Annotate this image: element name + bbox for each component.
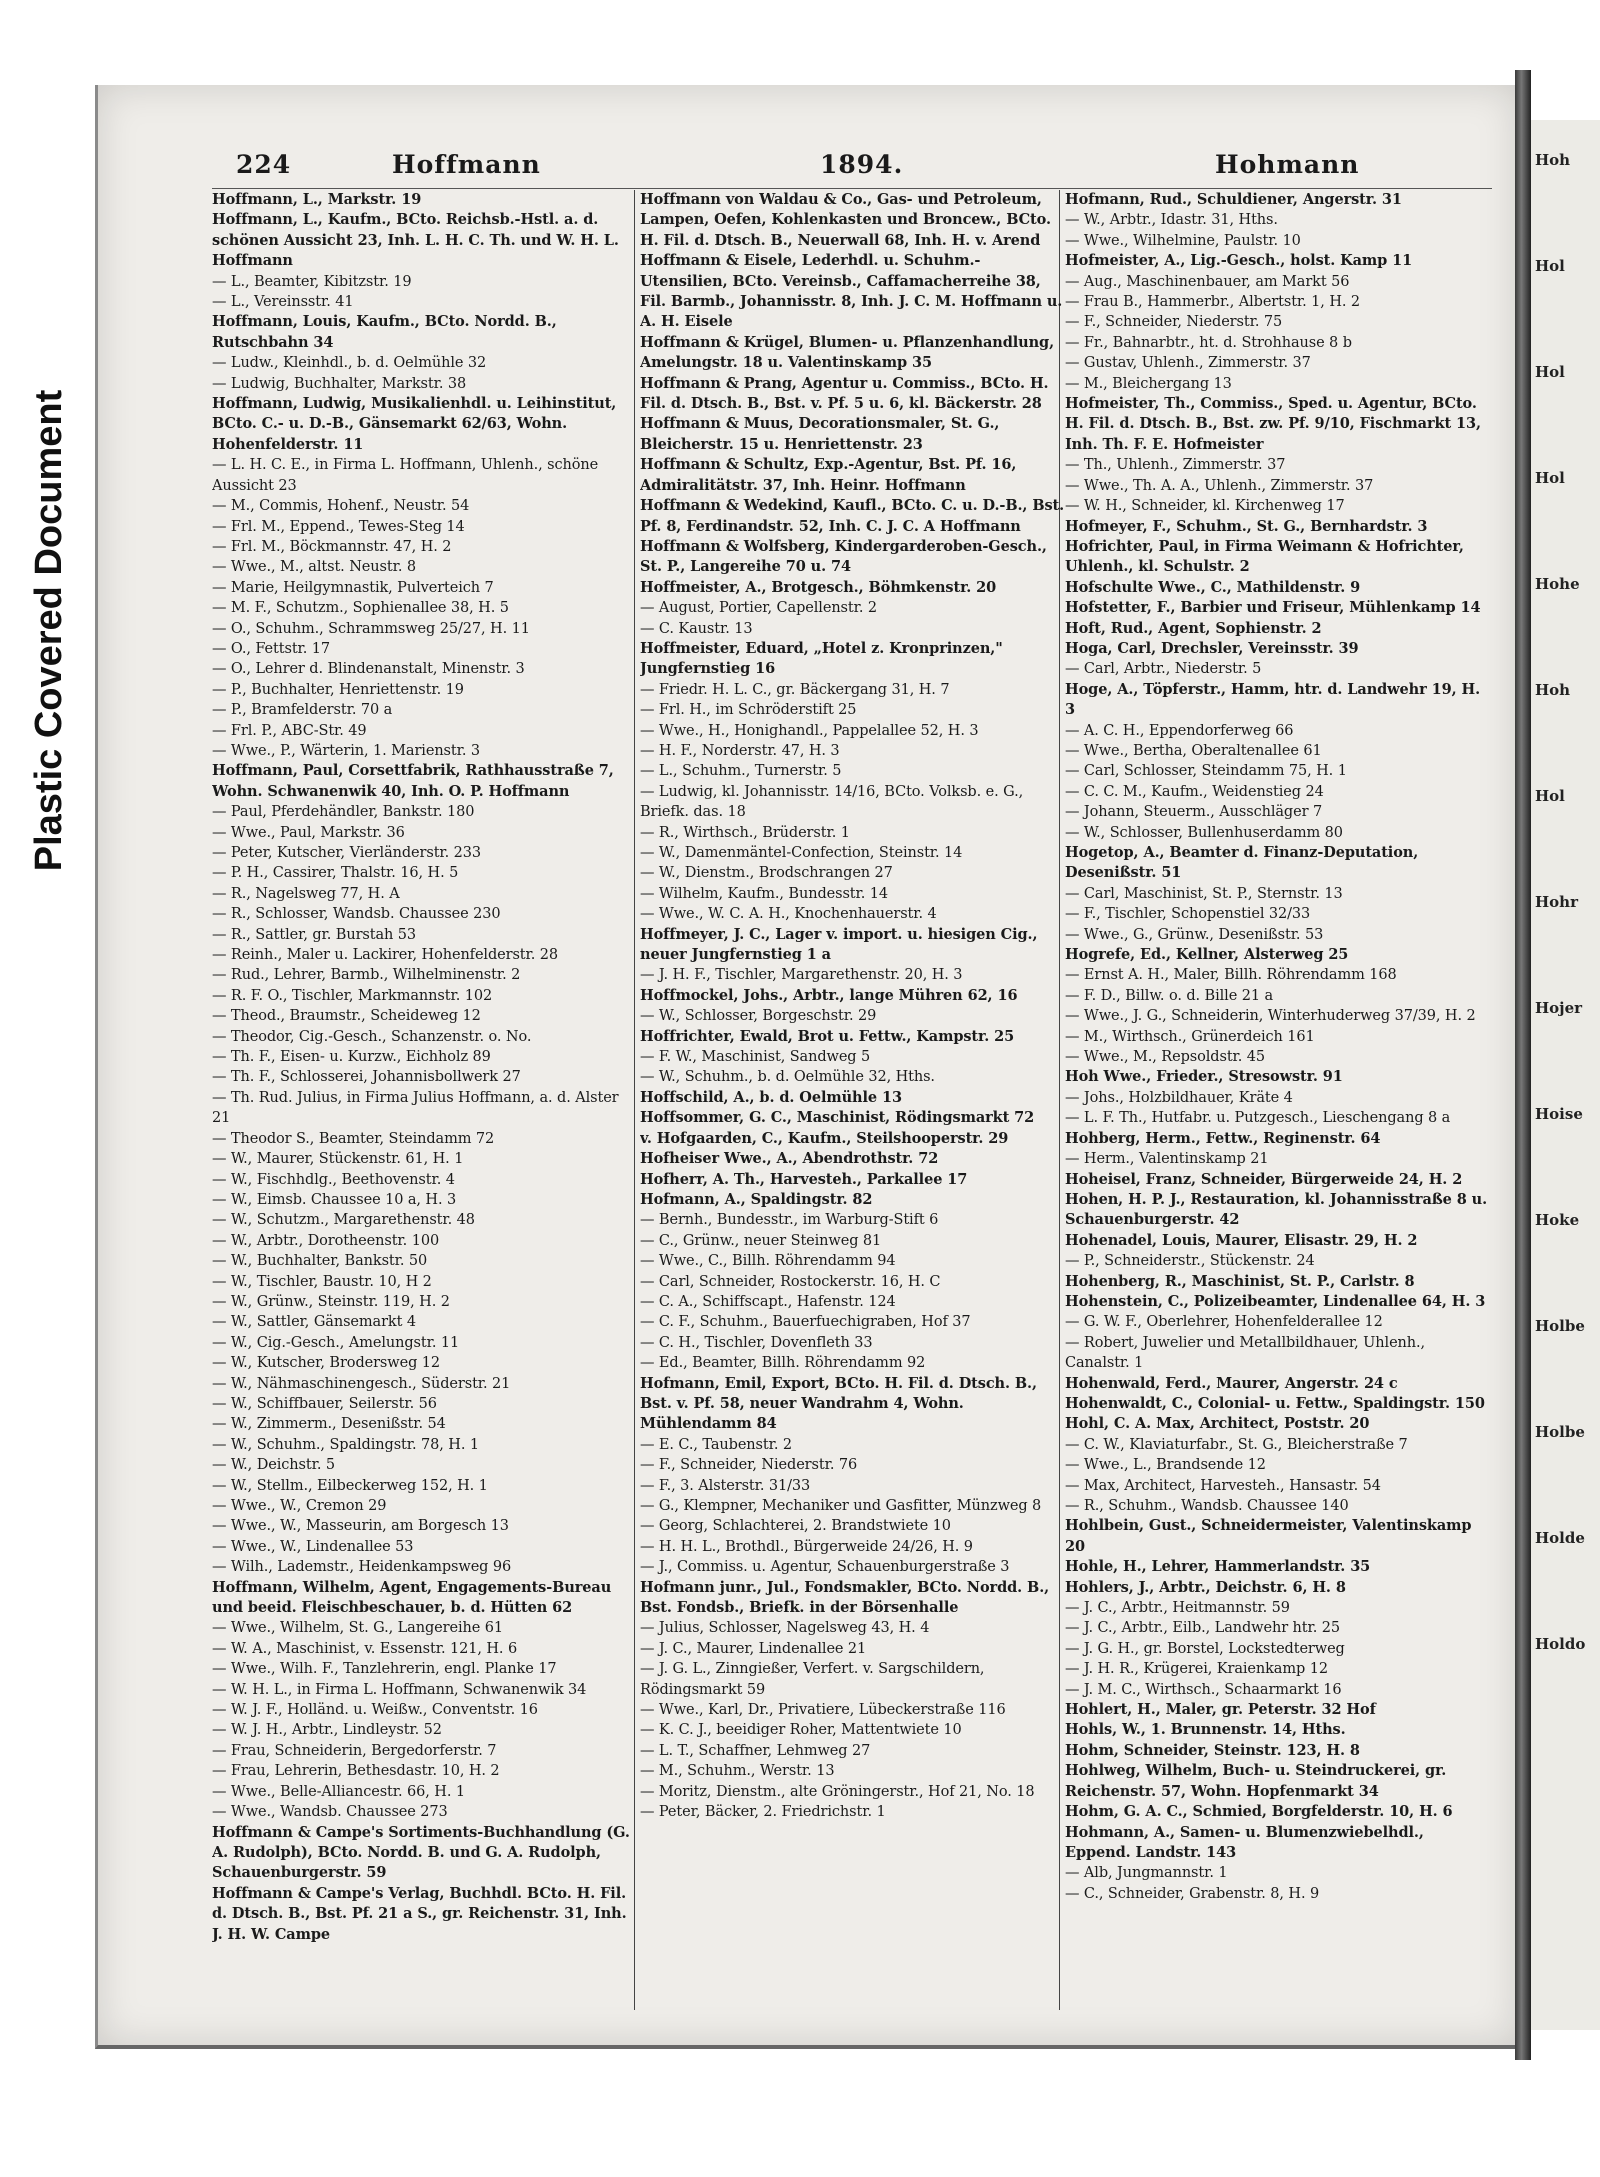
- directory-entry: — C., Schneider, Grabenstr. 8, H. 9: [1065, 1885, 1320, 1902]
- directory-entry: — C. W., Klaviaturfabr., St. G., Bleicherstraße 7: [1065, 1436, 1408, 1453]
- directory-entry: Hohenwaldt, C., Colonial- u. Fettw., Spaldingstr. 150: [1065, 1394, 1485, 1412]
- directory-entry: Hoffmann & Muus, Decorationsmaler, St. G., Bleicherstr. 15 u. Henriettenstr. 23: [640, 415, 1000, 453]
- directory-entry: — Carl, Maschinist, St. P., Sternstr. 13: [1065, 885, 1343, 902]
- directory-entry: Hoffmann & Wolfsberg, Kindergarderoben-Gesch., St. P., Langereihe 70 u. 74: [640, 537, 1047, 576]
- directory-entry: — W., Maurer, Stückenstr. 61, H. 1: [212, 1151, 464, 1168]
- directory-entry: — Friedr. H. L. C., gr. Bäckergang 31, H. 7: [640, 681, 950, 698]
- next-page-edge: [1531, 120, 1600, 2030]
- directory-entry: Hoffmann & Wedekind, Kaufl., BCto. C. u. D.-B., Bst. Pf. 8, Ferdinandstr. 52, Inh. C. J. C. A Hoffmann: [640, 497, 1065, 535]
- directory-entry: Hohm, Schneider, Steinstr. 123, H. 8: [1065, 1741, 1360, 1759]
- directory-entry: — F. D., Billw. o. d. Bille 21 a: [1065, 987, 1273, 1004]
- directory-entry: — J. M. C., Wirthsch., Schaarmarkt 16: [1065, 1681, 1342, 1698]
- directory-entry: — Ludwig, Buchhalter, Markstr. 38: [212, 375, 467, 392]
- directory-entry: Hofmeister, Th., Commiss., Sped. u. Agentur, BCto. H. Fil. d. Dtsch. B., Bst. zw. Pf. 9/10, Fischmarkt 13, Inh. Th. F. E. Hofmeister: [1065, 395, 1481, 453]
- directory-entry: Hofmann, Rud., Schuldiener, Angerstr. 31: [1065, 191, 1402, 208]
- directory-entry: — F., Tischler, Schopenstiel 32/33: [1065, 906, 1311, 923]
- directory-entry: — L. H. C. E., in Firma L. Hoffmann, Uhlenh., schöne Aussicht 23: [212, 457, 599, 494]
- directory-entry: — F., Schneider, Niederstr. 75: [1065, 314, 1283, 331]
- directory-entry: Hoffsommer, G. C., Maschinist, Rödingsmarkt 72: [640, 1109, 1035, 1127]
- directory-entry: Hogetop, A., Beamter d. Finanz-Deputation, Desenißstr. 51: [1065, 844, 1419, 882]
- directory-entry: Hohmann, A., Samen- u. Blumenzwiebelhdl., Eppend. Landstr. 143: [1065, 1823, 1424, 1861]
- directory-entry: — A. C. H., Eppendorferweg 66: [1065, 722, 1294, 739]
- directory-entry: — Wwe., Bertha, Oberaltenallee 61: [1065, 742, 1322, 759]
- directory-entry: — W. H., Schneider, kl. Kirchenweg 17: [1065, 498, 1345, 515]
- directory-entry: Hofherr, A. Th., Harvesteh., Parkallee 17: [640, 1170, 968, 1188]
- directory-entry: — W., Stellm., Eilbeckerweg 152, H. 1: [212, 1477, 488, 1494]
- directory-entry: — J. C., Arbtr., Eilb., Landwehr htr. 25: [1065, 1620, 1341, 1637]
- directory-entry: — Ludwig, kl. Johannisstr. 14/16, BCto. Volksb. e. G., Briefk. das. 18: [640, 783, 1024, 821]
- directory-entry: — E. C., Taubenstr. 2: [640, 1436, 792, 1453]
- directory-entry: Hofmeyer, F., Schuhm., St. G., Bernhardstr. 3: [1065, 517, 1428, 535]
- directory-entry: — R., Nagelsweg 77, H. A: [212, 885, 400, 902]
- directory-entry: Hoffmeyer, J. C., Lager v. import. u. hiesigen Cig., neuer Jungfernstieg 1 a: [640, 925, 1038, 964]
- next-page-fragment: Holdo: [1535, 1635, 1586, 1653]
- right-keyword: Hohmann: [1215, 150, 1360, 179]
- directory-entry: — W., Schlosser, Bullenhuserdamm 80: [1065, 824, 1343, 841]
- directory-entry: — L., Beamter, Kibitzstr. 19: [212, 273, 412, 290]
- directory-entry: — M. F., Schutzm., Sophienallee 38, H. 5: [212, 600, 509, 617]
- directory-entry: — Bernh., Bundesstr., im Warburg-Stift 6: [640, 1212, 939, 1229]
- directory-entry: — W., Deichstr. 5: [212, 1457, 335, 1474]
- directory-entry: Hoffmann, Ludwig, Musikalienhdl. u. Leihinstitut, BCto. C.- u. D.-B., Gänsemarkt 62/63, Wohn. Hohenfelderstr. 11: [212, 395, 617, 453]
- directory-entry: Hofmann junr., Jul., Fondsmakler, BCto. Nordd. B., Bst. Fondsb., Briefk. in der Börsenhalle: [640, 1578, 1050, 1617]
- directory-entry: — Wwe., Wilh. F., Tanzlehrerin, engl. Planke 17: [212, 1661, 557, 1678]
- directory-entry: Hoffmann & Eisele, Lederhdl. u. Schuhm.-Utensilien, BCto. Vereinsb., Caffamacherreihe 38, Fil. Barmb., Johannisstr. 8, Inh. J. C. M. Hoffmann u. A. H. Eisele: [640, 252, 1063, 331]
- directory-entry: — Wwe., Belle-Alliancestr. 66, H. 1: [212, 1783, 465, 1800]
- directory-entry: — O., Schuhm., Schrammsweg 25/27, H. 11: [212, 620, 530, 637]
- directory-entry: — W., Kutscher, Brodersweg 12: [212, 1355, 441, 1372]
- directory-entry: — J. H. F., Tischler, Margarethenstr. 20, H. 3: [640, 967, 963, 984]
- next-page-fragment: Hojer: [1535, 999, 1583, 1017]
- directory-entry: — Ludw., Kleinhdl., b. d. Oelmühle 32: [212, 355, 487, 372]
- directory-entry: — Robert, Juwelier und Metallbildhauer, Uhlenh., Canalstr. 1: [1065, 1334, 1426, 1372]
- directory-entry: — W., Arbtr., Idastr. 31, Hths.: [1065, 212, 1278, 229]
- next-page-fragment: Hoh: [1535, 151, 1571, 169]
- column-right: [1065, 190, 1490, 2010]
- directory-entry: — Wwe., H., Honighandl., Pappelallee 52, H. 3: [640, 722, 979, 739]
- directory-entry: — J. H. R., Krügerei, Kraienkamp 12: [1065, 1661, 1328, 1678]
- directory-entry: — W., Nähmaschinengesch., Süderstr. 21: [212, 1375, 511, 1392]
- directory-entry: Hofschulte Wwe., C., Mathildenstr. 9: [1065, 578, 1361, 596]
- directory-entry: — Reinh., Maler u. Lackirer, Hohenfelderstr. 28: [212, 947, 559, 964]
- directory-entry: Hofrichter, Paul, in Firma Weimann & Hofrichter, Uhlenh., kl. Schulstr. 2: [1065, 537, 1464, 576]
- directory-entry: v. Hofgaarden, C., Kaufm., Steilshooperstr. 29: [640, 1129, 1009, 1147]
- directory-entry: Hoffmann & Krügel, Blumen- u. Pflanzenhandlung, Amelungstr. 18 u. Valentinskamp 35: [640, 333, 1055, 372]
- next-page-fragment: Hohr: [1535, 893, 1578, 911]
- directory-entry: — L., Vereinsstr. 41: [212, 294, 354, 311]
- year: 1894.: [820, 150, 904, 179]
- directory-entry: — H. H. L., Brothdl., Bürgerweide 24/26, H. 9: [640, 1538, 973, 1555]
- directory-entry: — J. G. H., gr. Borstel, Lockstedterweg: [1065, 1640, 1345, 1657]
- directory-entry: — L., Schuhm., Turnerstr. 5: [640, 763, 842, 780]
- directory-entry: Hofmann, Emil, Export, BCto. H. Fil. d. Dtsch. B., Bst. v. Pf. 58, neuer Wandrahm 4, Wohn. Mühlendamm 84: [640, 1374, 1037, 1433]
- directory-entry: — M., Wirthsch., Grünerdeich 161: [1065, 1028, 1315, 1045]
- directory-entry: Hoffmann, Wilhelm, Agent, Engagements-Bureau und beeid. Fleischbeschauer, b. d. Hütten 62: [212, 1578, 612, 1617]
- book-gutter: [1515, 70, 1531, 2060]
- directory-entry: — W. J. F., Holländ. u. Weißw., Conventstr. 16: [212, 1702, 538, 1719]
- directory-entry: — W., Zimmerm., Desenißstr. 54: [212, 1416, 446, 1433]
- next-page-fragment: Holde: [1535, 1529, 1585, 1547]
- column-left: [212, 190, 637, 2010]
- side-label-text: Plastic Covered Document: [28, 389, 71, 871]
- directory-entry: — J. G. L., Zinngießer, Verfert. v. Sargschildern, Rödingsmarkt 59: [640, 1661, 985, 1698]
- directory-entry: — Frl. M., Böckmannstr. 47, H. 2: [212, 538, 452, 555]
- column-middle: [640, 190, 1065, 2010]
- directory-entry: — W., Schutzm., Margarethenstr. 48: [212, 1212, 475, 1229]
- directory-entry: Hohlbein, Gust., Schneidermeister, Valentinskamp 20: [1065, 1517, 1472, 1555]
- directory-entry: Hohenstein, C., Polizeibeamter, Lindenallee 64, H. 3: [1065, 1292, 1486, 1310]
- directory-entry: — Wwe., Wilhelm, St. G., Langereihe 61: [212, 1620, 503, 1637]
- directory-entry: — Carl, Schneider, Rostockerstr. 16, H. C: [640, 1273, 941, 1290]
- directory-entry: — Wwe., W. C. A. H., Knochenhauerstr. 4: [640, 906, 937, 923]
- directory-entry: Hoffmann & Prang, Agentur u. Commiss., BCto. H. Fil. d. Dtsch. B., Bst. v. Pf. 5 u. 6, kl. Bäckerstr. 28: [640, 374, 1049, 413]
- directory-entry: — W., Grünw., Steinstr. 119, H. 2: [212, 1293, 450, 1310]
- directory-entry: Hoffmann, Louis, Kaufm., BCto. Nordd. B., Rutschbahn 34: [212, 313, 557, 351]
- next-page-fragment: Hol: [1535, 257, 1565, 275]
- directory-entry: — Herm., Valentinskamp 21: [1065, 1151, 1269, 1168]
- directory-entry: — W., Arbtr., Dorotheenstr. 100: [212, 1232, 440, 1249]
- next-page-fragment: Hohe: [1535, 575, 1580, 593]
- plastic-covered-label: [20, 360, 80, 900]
- directory-entry: Hofheiser Wwe., A., Abendrothstr. 72: [640, 1150, 939, 1168]
- directory-entry: — K. C. J., beeidiger Roher, Mattentwiete 10: [640, 1722, 962, 1739]
- directory-entry: — Aug., Maschinenbauer, am Markt 56: [1065, 273, 1350, 290]
- directory-entry: Hohm, G. A. C., Schmied, Borgfelderstr. 10, H. 6: [1065, 1803, 1453, 1821]
- directory-entry: Hofmeister, A., Lig.-Gesch., holst. Kamp 11: [1065, 252, 1413, 270]
- directory-entry: — Frl. H., im Schröderstift 25: [640, 702, 857, 719]
- directory-entry: — C. F., Schuhm., Bauerfuechigraben, Hof 37: [640, 1314, 971, 1331]
- directory-entry: Hoffrichter, Ewald, Brot u. Fettw., Kampstr. 25: [640, 1027, 1015, 1045]
- directory-entry: — Th. Rud. Julius, in Firma Julius Hoffmann, a. d. Alster 21: [212, 1089, 619, 1127]
- directory-entry: Hoffmockel, Johs., Arbtr., lange Mühren 62, 16: [640, 986, 1018, 1004]
- directory-entry: Hofmann, A., Spaldingstr. 82: [640, 1190, 873, 1208]
- directory-entry: — W., Dienstm., Brodschrangen 27: [640, 865, 893, 882]
- directory-entry: — Wilh., Lademstr., Heidenkampsweg 96: [212, 1559, 512, 1576]
- directory-entry: — Fr., Bahnarbtr., ht. d. Strohhause 8 b: [1065, 334, 1352, 351]
- directory-entry: — M., Bleichergang 13: [1065, 375, 1232, 392]
- directory-entry: — Frl. P., ABC-Str. 49: [212, 722, 367, 739]
- directory-entry: — R., Wirthsch., Brüderstr. 1: [640, 824, 850, 841]
- directory-entry: — W. J. H., Arbtr., Lindleystr. 52: [212, 1722, 442, 1739]
- directory-entry: — Wwe., Th. A. A., Uhlenh., Zimmerstr. 37: [1065, 477, 1374, 494]
- directory-entry: — Wwe., W., Masseurin, am Borgesch 13: [212, 1518, 509, 1535]
- directory-entry: — R., Sattler, gr. Burstah 53: [212, 926, 417, 943]
- directory-entry: — P., Bramfelderstr. 70 a: [212, 702, 393, 719]
- directory-entry: Hohle, H., Lehrer, Hammerlandstr. 35: [1065, 1558, 1371, 1576]
- directory-entry: Hoffschild, A., b. d. Oelmühle 13: [640, 1088, 902, 1106]
- directory-entry: — Wwe., W., Lindenallee 53: [212, 1538, 414, 1555]
- directory-entry: — Frl. M., Eppend., Tewes-Steg 14: [212, 518, 465, 535]
- next-page-fragment: Holbe: [1535, 1423, 1585, 1441]
- directory-entry: — Wwe., Wandsb. Chaussee 273: [212, 1804, 448, 1821]
- directory-entry: — J. C., Maurer, Lindenallee 21: [640, 1640, 867, 1657]
- directory-entry: Hoffmann von Waldau & Co., Gas- und Petroleum, Lampen, Oefen, Kohlenkasten und Broncew., BCto. H. Fil. d. Dtsch. B., Neuerwall 68, Inh. H. v. Arend: [640, 191, 1051, 249]
- directory-entry: — Th. F., Eisen- u. Kurzw., Eichholz 89: [212, 1049, 491, 1066]
- directory-entry: — Carl, Arbtr., Niederstr. 5: [1065, 661, 1262, 678]
- directory-entry: — M., Commis, Hohenf., Neustr. 54: [212, 498, 470, 515]
- directory-entry: — Frau, Schneiderin, Bergedorferstr. 7: [212, 1742, 497, 1759]
- directory-entry: Hoge, A., Töpferstr., Hamm, htr. d. Landwehr 19, H. 3: [1065, 680, 1481, 719]
- directory-entry: — W., Schlosser, Borgeschstr. 29: [640, 1008, 877, 1025]
- directory-entry: — W., Sattler, Gänsemarkt 4: [212, 1314, 416, 1331]
- directory-entry: — Wwe., C., Billh. Röhrendamm 94: [640, 1253, 896, 1270]
- directory-entry: — Julius, Schlosser, Nagelsweg 43, H. 4: [640, 1620, 930, 1637]
- directory-entry: — W., Buchhalter, Bankstr. 50: [212, 1253, 428, 1270]
- directory-entry: — W., Cig.-Gesch., Amelungstr. 11: [212, 1334, 460, 1351]
- directory-entry: — Frau B., Hammerbr., Albertstr. 1, H. 2: [1065, 294, 1361, 311]
- directory-entry: — Peter, Bäcker, 2. Friedrichstr. 1: [640, 1804, 886, 1821]
- directory-entry: — L. F. Th., Hutfabr. u. Putzgesch., Lieschengang 8 a: [1065, 1110, 1451, 1127]
- directory-entry: — Gustav, Uhlenh., Zimmerstr. 37: [1065, 355, 1311, 372]
- directory-entry: — O., Lehrer d. Blindenanstalt, Minenstr. 3: [212, 661, 525, 678]
- next-page-fragment: Hol: [1535, 469, 1565, 487]
- directory-entry: Hoheisel, Franz, Schneider, Bürgerweide 24, H. 2: [1065, 1170, 1463, 1188]
- directory-entry: — Theodor, Cig.-Gesch., Schanzenstr. o. No.: [212, 1028, 532, 1045]
- directory-entry: — L. T., Schaffner, Lehmweg 27: [640, 1742, 871, 1759]
- directory-entry: Hohlert, H., Maler, gr. Peterstr. 32 Hof: [1065, 1701, 1376, 1719]
- directory-entry: — Wilhelm, Kaufm., Bundesstr. 14: [640, 885, 889, 902]
- directory-entry: — C. Kaustr. 13: [640, 620, 753, 637]
- directory-entry: — C. H., Tischler, Dovenfleth 33: [640, 1334, 873, 1351]
- directory-entry: — Wwe., Karl, Dr., Privatiere, Lübeckerstraße 116: [640, 1702, 1006, 1719]
- directory-entry: Hoffmann & Schultz, Exp.-Agentur, Bst. Pf. 16, Admiralitätstr. 37, Inh. Heinr. Hoffmann: [640, 456, 1017, 494]
- directory-entry: Hohenwald, Ferd., Maurer, Angerstr. 24 c: [1065, 1374, 1398, 1392]
- directory-entry: — J. C., Arbtr., Heitmannstr. 59: [1065, 1600, 1290, 1617]
- directory-entry: Hohberg, Herm., Fettw., Reginenstr. 64: [1065, 1129, 1381, 1147]
- directory-entry: Hoffmann & Campe's Verlag, Buchhdl. BCto. H. Fil. d. Dtsch. B., Bst. Pf. 21 a S., gr. Reichenstr. 31, Inh. J. H. W. Campe: [212, 1884, 627, 1943]
- directory-entry: Hoft, Rud., Agent, Sophienstr. 2: [1065, 619, 1322, 637]
- directory-entry: — Paul, Pferdehändler, Bankstr. 180: [212, 804, 475, 821]
- directory-entry: — Johann, Steuerm., Ausschläger 7: [1065, 804, 1323, 821]
- directory-entry: — Wwe., M., Repsoldstr. 45: [1065, 1049, 1266, 1066]
- directory-entry: — P., Buchhalter, Henriettenstr. 19: [212, 681, 464, 698]
- directory-entry: — P. H., Cassirer, Thalstr. 16, H. 5: [212, 865, 459, 882]
- directory-entry: Hoffmann, Paul, Corsettfabrik, Rathhausstraße 7, Wohn. Schwanenwik 40, Inh. O. P. Hoffmann: [212, 762, 614, 800]
- directory-entry: — W. H. L., in Firma L. Hoffmann, Schwanenwik 34: [212, 1681, 587, 1698]
- directory-entry: — Alb, Jungmannstr. 1: [1065, 1865, 1228, 1882]
- next-page-fragment: Hoh: [1535, 681, 1571, 699]
- directory-entry: — F., 3. Alsterstr. 31/33: [640, 1477, 811, 1494]
- directory-entry: — Wwe., Wilhelmine, Paulstr. 10: [1065, 232, 1301, 249]
- directory-entry: — Frau, Lehrerin, Bethesdastr. 10, H. 2: [212, 1763, 500, 1780]
- directory-entry: — Ed., Beamter, Billh. Röhrendamm 92: [640, 1355, 926, 1372]
- directory-entry: — W. A., Maschinist, v. Essenstr. 121, H. 6: [212, 1640, 518, 1657]
- directory-entry: — R., Schuhm., Wandsb. Chaussee 140: [1065, 1498, 1349, 1514]
- directory-entry: — Rud., Lehrer, Barmb., Wilhelminenstr. 2: [212, 967, 521, 984]
- directory-entry: — P., Schneiderstr., Stückenstr. 24: [1065, 1253, 1315, 1270]
- directory-entry: — Peter, Kutscher, Vierländerstr. 233: [212, 845, 482, 861]
- directory-entry: — Carl, Schlosser, Steindamm 75, H. 1: [1065, 763, 1347, 780]
- directory-entry: Hohls, W., 1. Brunnenstr. 14, Hths.: [1065, 1721, 1346, 1739]
- directory-entry: — Wwe., L., Brandsende 12: [1065, 1457, 1266, 1474]
- directory-entry: Hohl, C. A. Max, Architect, Poststr. 20: [1065, 1415, 1370, 1433]
- directory-entry: Hofstetter, F., Barbier und Friseur, Mühlenkamp 14: [1065, 599, 1481, 617]
- directory-entry: Hohen, H. P. J., Restauration, kl. Johannisstraße 8 u. Schauenburgerstr. 42: [1065, 1190, 1488, 1229]
- directory-entry: — M., Schuhm., Werstr. 13: [640, 1763, 835, 1780]
- directory-entry: Hogrefe, Ed., Kellner, Alsterweg 25: [1065, 946, 1349, 964]
- directory-entry: — J., Commiss. u. Agentur, Schauenburgerstraße 3: [640, 1559, 1010, 1576]
- directory-entry: — August, Portier, Capellenstr. 2: [640, 600, 878, 617]
- directory-entry: — C. C. M., Kaufm., Weidenstieg 24: [1065, 783, 1324, 800]
- directory-entry: Hoh Wwe., Frieder., Stresowstr. 91: [1065, 1068, 1343, 1086]
- left-keyword: Hoffmann: [392, 150, 541, 179]
- directory-entry: — H. F., Norderstr. 47, H. 3: [640, 742, 840, 759]
- directory-entry: — G. W. F., Oberlehrer, Hohenfelderallee 12: [1065, 1314, 1383, 1331]
- directory-entry: Hohenberg, R., Maschinist, St. P., Carlstr. 8: [1065, 1272, 1415, 1290]
- page-number: 224: [236, 150, 292, 179]
- directory-entry: Hohlers, J., Arbtr., Deichstr. 6, H. 8: [1065, 1578, 1346, 1596]
- directory-entry: — Th., Uhlenh., Zimmerstr. 37: [1065, 457, 1286, 474]
- next-page-fragment: Hoke: [1535, 1211, 1580, 1229]
- next-page-fragment: Holbe: [1535, 1317, 1585, 1335]
- header-rule: [212, 188, 1492, 189]
- directory-entry: — Wwe., P., Wärterin, 1. Marienstr. 3: [212, 742, 481, 759]
- directory-entry: — W., Schuhm., b. d. Oelmühle 32, Hths.: [640, 1069, 935, 1086]
- directory-entry: — W., Eimsb. Chaussee 10 a, H. 3: [212, 1191, 457, 1208]
- directory-entry: Hoga, Carl, Drechsler, Vereinsstr. 39: [1065, 639, 1359, 657]
- directory-entry: — Wwe., W., Cremon 29: [212, 1498, 387, 1514]
- directory-entry: Hohlweg, Wilhelm, Buch- u. Steindruckerei, gr. Reichenstr. 57, Wohn. Hopfenmarkt 34: [1065, 1762, 1447, 1800]
- directory-entry: — R. F. O., Tischler, Markmannstr. 102: [212, 987, 493, 1004]
- directory-entry: — F., Schneider, Niederstr. 76: [640, 1457, 858, 1474]
- directory-entry: — F. W., Maschinist, Sandweg 5: [640, 1049, 871, 1066]
- directory-entry: — Wwe., G., Grünw., Desenißstr. 53: [1065, 926, 1324, 943]
- directory-entry: — Georg, Schlachterei, 2. Brandstwiete 10: [640, 1518, 951, 1535]
- directory-entry: Hoffmann & Campe's Sortiments-Buchhandlung (G. A. Rudolph), BCto. Nordd. B. und G. A. Rudolph, Schauenburgerstr. 59: [212, 1823, 630, 1882]
- directory-entry: — Max, Architect, Harvesteh., Hansastr. 54: [1065, 1477, 1381, 1494]
- directory-entry: — Johs., Holzbildhauer, Kräte 4: [1065, 1089, 1293, 1106]
- directory-entry: — W., Schiffbauer, Seilerstr. 56: [212, 1395, 437, 1412]
- directory-entry: — Th. F., Schlosserei, Johannisbollwerk 27: [212, 1069, 521, 1086]
- directory-entry: — Wwe., J. G., Schneiderin, Winterhuderweg 37/39, H. 2: [1065, 1008, 1476, 1025]
- directory-entry: — Wwe., Paul, Markstr. 36: [212, 824, 405, 841]
- directory-entry: — G., Klempner, Mechaniker und Gasfitter, Münzweg 8: [640, 1498, 1042, 1514]
- next-page-fragment: Hol: [1535, 363, 1565, 381]
- directory-entry: — C., Grünw., neuer Steinweg 81: [640, 1232, 882, 1249]
- directory-entry: — W., Tischler, Baustr. 10, H 2: [212, 1273, 432, 1290]
- directory-entry: — Ernst A. H., Maler, Billh. Röhrendamm 168: [1065, 967, 1397, 984]
- directory-entry: — C. A., Schiffscapt., Hafenstr. 124: [640, 1293, 896, 1310]
- directory-entry: — Theodor S., Beamter, Steindamm 72: [212, 1130, 495, 1147]
- directory-entry: Hohenadel, Louis, Maurer, Elisastr. 29, H. 2: [1065, 1231, 1418, 1249]
- directory-entry: — Wwe., M., altst. Neustr. 8: [212, 559, 416, 576]
- directory-entry: — Theod., Braumstr., Scheideweg 12: [212, 1008, 481, 1025]
- directory-entry: — W., Schuhm., Spaldingstr. 78, H. 1: [212, 1436, 479, 1453]
- directory-entry: — W., Damenmäntel-Confection, Steinstr. 14: [640, 845, 963, 861]
- directory-entry: Hoffmann, L., Markstr. 19: [212, 191, 422, 208]
- directory-entry: — O., Fettstr. 17: [212, 640, 331, 657]
- directory-entry: Hoffmann, L., Kaufm., BCto. Reichsb.-Hstl. a. d. schönen Aussicht 23, Inh. L. H. C. Th. und W. H. L. Hoffmann: [212, 211, 619, 270]
- directory-entry: — W., Fischhdlg., Beethovenstr. 4: [212, 1171, 455, 1188]
- next-page-fragment: Hoise: [1535, 1105, 1583, 1123]
- directory-entry: Hoffmeister, Eduard, „Hotel z. Kronprinzen," Jungfernstieg 16: [640, 639, 1003, 678]
- directory-entry: Hoffmeister, A., Brotgesch., Böhmkenstr. 20: [640, 578, 997, 596]
- directory-entry: — Moritz, Dienstm., alte Gröningerstr., Hof 21, No. 18: [640, 1783, 1035, 1800]
- next-page-fragment: Hol: [1535, 787, 1565, 805]
- page-header: [130, 150, 1490, 188]
- directory-entry: — Marie, Heilgymnastik, Pulverteich 7: [212, 579, 494, 596]
- directory-entry: — R., Schlosser, Wandsb. Chaussee 230: [212, 906, 501, 923]
